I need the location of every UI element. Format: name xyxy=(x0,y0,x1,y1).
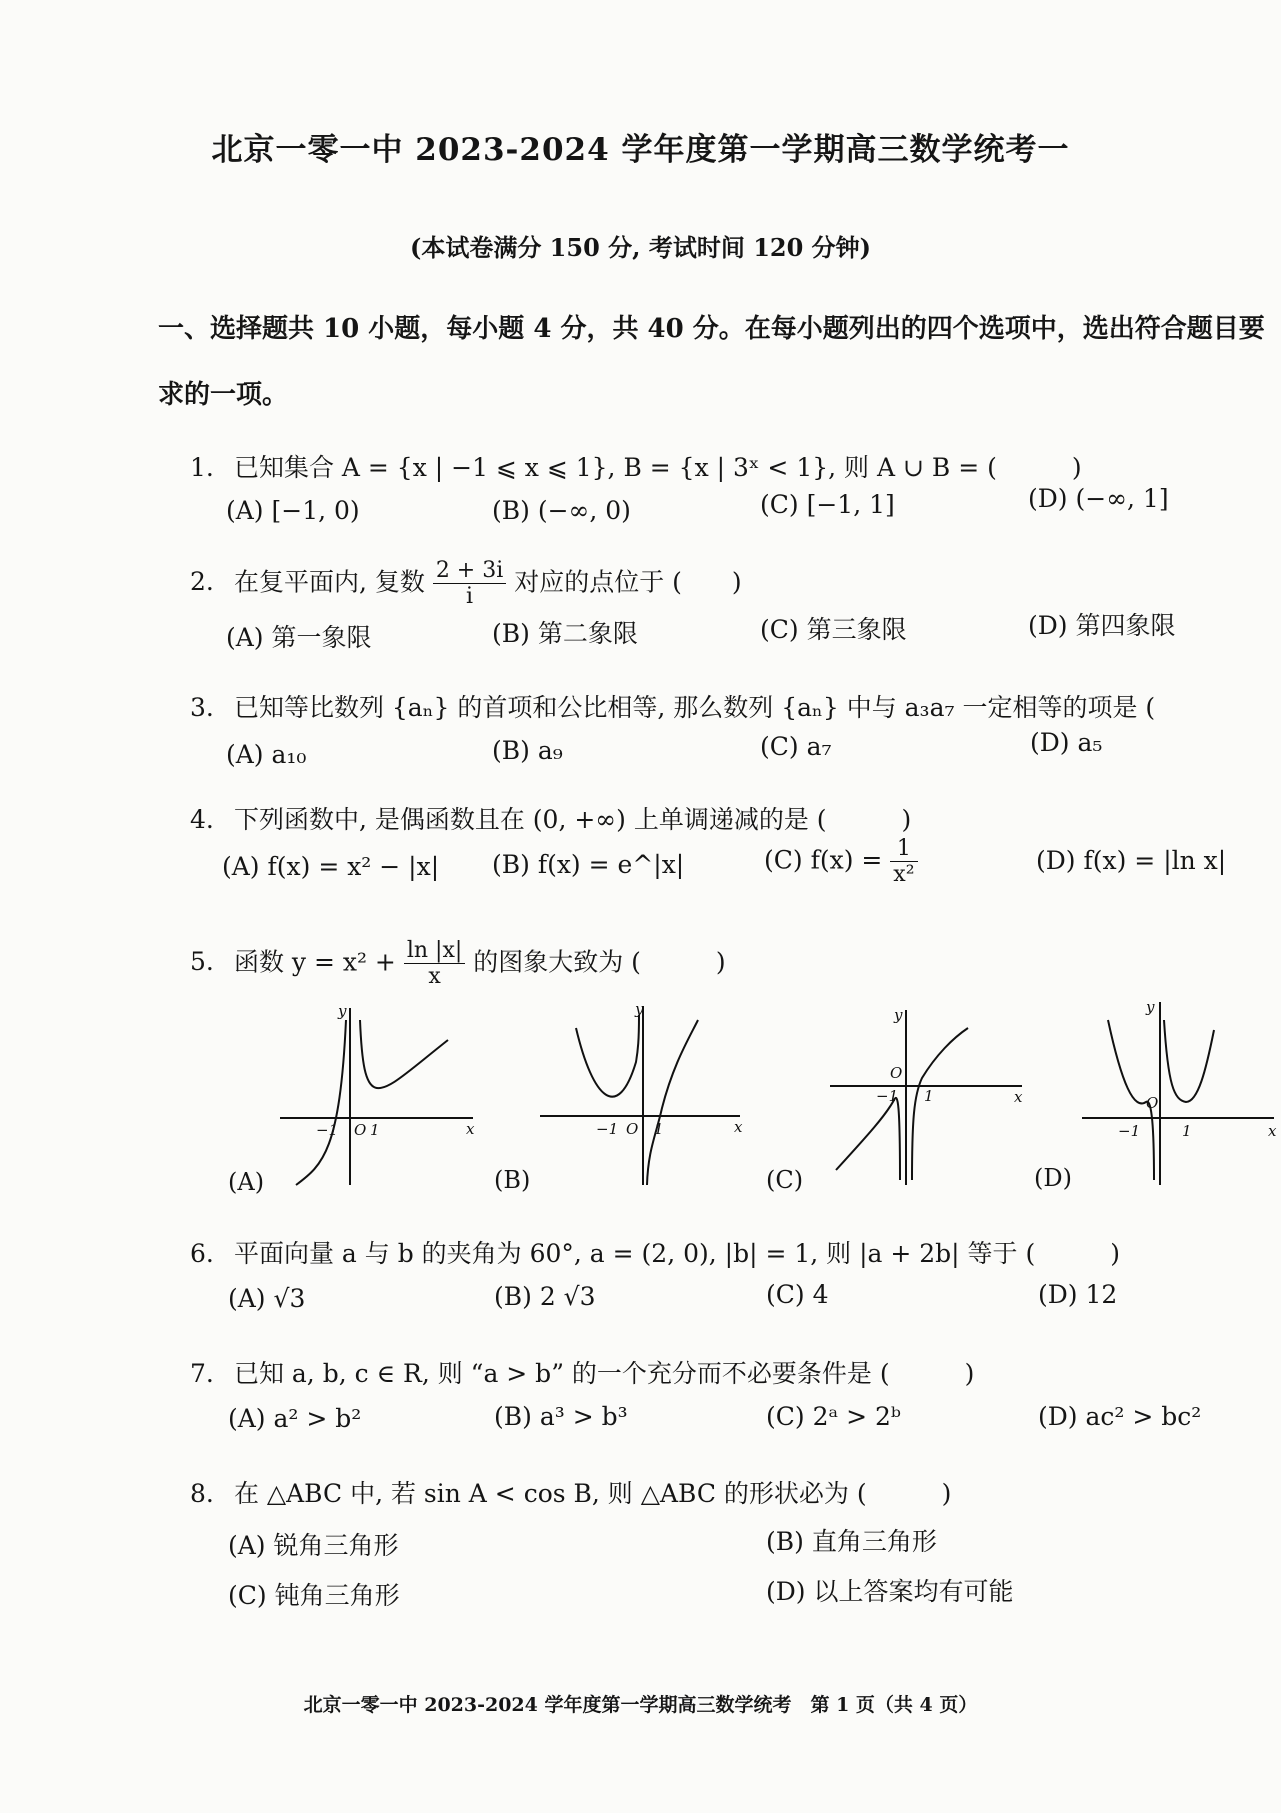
q3-option-d: (D) a₅ xyxy=(1030,728,1103,757)
q1-option-c: (C) [−1, 1] xyxy=(760,490,895,519)
tick-label-1: 1 xyxy=(654,1120,664,1138)
q1-option-a: (A) [−1, 0) xyxy=(226,496,360,525)
tick-label-neg1: −1 xyxy=(316,1121,339,1139)
fraction-denominator: i xyxy=(466,584,474,610)
q8-option-b: (B) 直角三角形 xyxy=(766,1527,937,1556)
question-1 xyxy=(190,448,1082,484)
curve-left xyxy=(296,1020,346,1185)
q4-option-d: (D) f(x) = |ln x| xyxy=(1036,846,1227,875)
q6-option-a: (A) √3 xyxy=(228,1284,306,1313)
q4-option-c xyxy=(764,836,918,888)
fraction-numerator: 1 xyxy=(890,836,917,862)
fraction-denominator: x xyxy=(428,964,441,990)
axis-label-x: x xyxy=(734,1118,743,1136)
question-stem: 在 △ABC 中, 若 sin A < cos B, 则 △ABC 的形状必为 ( ) xyxy=(233,1479,952,1508)
question-stem: 已知集合 A = {x | −1 ⩽ x ⩽ 1}, B = {x | 3ˣ < 1}, 则 A ∪ B = ( ) xyxy=(233,453,1082,482)
question-5 xyxy=(190,938,726,990)
axis-label-y: y xyxy=(894,1006,903,1024)
q8-option-d: (D) 以上答案均有可能 xyxy=(766,1577,1014,1606)
tick-label-neg1: −1 xyxy=(596,1120,619,1138)
graph-d-label: (D) xyxy=(1034,1164,1072,1192)
curve-right xyxy=(912,1028,968,1180)
curve-left xyxy=(836,1098,900,1180)
question-number: 2. xyxy=(190,567,214,597)
question-stem: 已知 a, b, c ∈ R, 则 “a > b” 的一个充分而不必要条件是 ( ) xyxy=(233,1359,975,1388)
question-number: 1. xyxy=(190,453,214,482)
tick-label-1: 1 xyxy=(370,1121,380,1139)
question-stem: 下列函数中, 是偶函数且在 (0, +∞) 上单调递减的是 ( ) xyxy=(233,805,912,834)
question-number: 6. xyxy=(190,1239,214,1268)
graph-b xyxy=(538,1000,748,1190)
q7-option-b: (B) a³ > b³ xyxy=(494,1402,628,1431)
tick-label-neg1: −1 xyxy=(1118,1122,1141,1140)
question-number: 5. xyxy=(190,947,214,977)
exam-subtitle: (本试卷满分 150 分, 考试时间 120 分钟) xyxy=(409,233,872,262)
q1-option-d: (D) (−∞, 1] xyxy=(1028,484,1169,513)
axis-label-y: y xyxy=(635,1000,644,1018)
question-stem-before: 函数 y = x² + xyxy=(233,947,396,977)
q7-option-a: (A) a² > b² xyxy=(228,1404,362,1433)
exam-title: 北京一零一中 2023-2024 学年度第一学期高三数学统考一 xyxy=(211,132,1070,168)
question-stem-before: 在复平面内, 复数 xyxy=(233,567,425,597)
graph-c-label: (C) xyxy=(766,1166,804,1194)
question-stem: 平面向量 a 与 b 的夹角为 60°, a = (2, 0), |b| = 1, 则 |a + 2b| 等于 ( ) xyxy=(233,1239,1120,1268)
question-2 xyxy=(190,558,742,610)
origin-label: O xyxy=(890,1064,903,1082)
q7-option-c: (C) 2ᵃ > 2ᵇ xyxy=(766,1402,901,1431)
graph-a-label: (A) xyxy=(228,1168,265,1196)
tick-label-1: 1 xyxy=(1182,1122,1192,1140)
axis-label-y: y xyxy=(338,1002,347,1020)
graph-a xyxy=(278,1000,478,1190)
q6-option-b: (B) 2 √3 xyxy=(494,1282,596,1311)
axis-label-x: x xyxy=(1268,1122,1277,1140)
fraction xyxy=(433,558,506,610)
question-4 xyxy=(190,800,911,836)
question-7 xyxy=(190,1354,974,1390)
graph-c xyxy=(828,1000,1028,1190)
tick-label-neg1: −1 xyxy=(876,1087,899,1105)
section-1-instructions: 一、选择题共 10 小题，每小题 4 分，共 40 分。在每小题列出的四个选项中，选出符合题目要求的一项。 xyxy=(158,314,1265,410)
graph-b-label: (B) xyxy=(494,1166,531,1194)
question-3 xyxy=(190,688,1155,724)
curve-left xyxy=(576,1015,639,1097)
axis-label-x: x xyxy=(1014,1088,1023,1106)
q6-option-c: (C) 4 xyxy=(766,1280,829,1309)
q3-option-b: (B) a₉ xyxy=(492,736,563,765)
q6-option-d: (D) 12 xyxy=(1038,1280,1118,1309)
question-stem-after: 对应的点位于 ( ) xyxy=(514,567,742,597)
fraction xyxy=(890,836,917,888)
page-footer: 北京一零一中 2023-2024 学年度第一学期高三数学统考 第 1 页（共 4 页） xyxy=(303,1694,978,1716)
question-number: 4. xyxy=(190,805,214,834)
question-6 xyxy=(190,1234,1120,1270)
question-stem-after: 的图象大致为 ( ) xyxy=(473,947,726,977)
question-stem: 已知等比数列 {aₙ} 的首项和公比相等, 那么数列 {aₙ} 中与 a₃a₇ 一定相等的项是 ( xyxy=(233,693,1156,722)
origin-label: O xyxy=(626,1120,639,1138)
q4-option-a: (A) f(x) = x² − |x| xyxy=(222,852,440,881)
tick-label-1: 1 xyxy=(924,1087,934,1105)
fraction-numerator: 2 + 3i xyxy=(433,558,506,584)
curve-right xyxy=(647,1020,698,1185)
q8-option-c: (C) 钝角三角形 xyxy=(228,1581,400,1610)
q2-option-c: (C) 第三象限 xyxy=(760,615,907,644)
q1-option-b: (B) (−∞, 0) xyxy=(492,496,631,525)
origin-label: O xyxy=(1146,1094,1159,1112)
q3-option-a: (A) a₁₀ xyxy=(226,740,307,769)
question-number: 7. xyxy=(190,1359,214,1388)
axis-label-y: y xyxy=(1146,998,1155,1016)
q3-option-c: (C) a₇ xyxy=(760,732,832,761)
fraction-numerator: ln |x| xyxy=(404,938,465,964)
axis-label-x: x xyxy=(466,1120,475,1138)
graph-d xyxy=(1082,990,1277,1190)
q8-option-a: (A) 锐角三角形 xyxy=(228,1531,399,1560)
curve-right xyxy=(1164,1020,1214,1102)
origin-label: O xyxy=(354,1121,367,1139)
q2-option-b: (B) 第二象限 xyxy=(492,619,638,648)
fraction xyxy=(404,938,465,990)
question-number: 3. xyxy=(190,693,214,722)
q4-option-b: (B) f(x) = e^|x| xyxy=(492,850,685,879)
question-number: 8. xyxy=(190,1479,214,1508)
curve-right xyxy=(360,1020,448,1088)
q2-option-d: (D) 第四象限 xyxy=(1028,611,1176,640)
fraction-denominator: x² xyxy=(893,862,915,888)
q2-option-a: (A) 第一象限 xyxy=(226,623,372,652)
option-label: (C) f(x) = xyxy=(764,845,883,875)
question-8 xyxy=(190,1474,951,1510)
q7-option-d: (D) ac² > bc² xyxy=(1038,1402,1202,1431)
